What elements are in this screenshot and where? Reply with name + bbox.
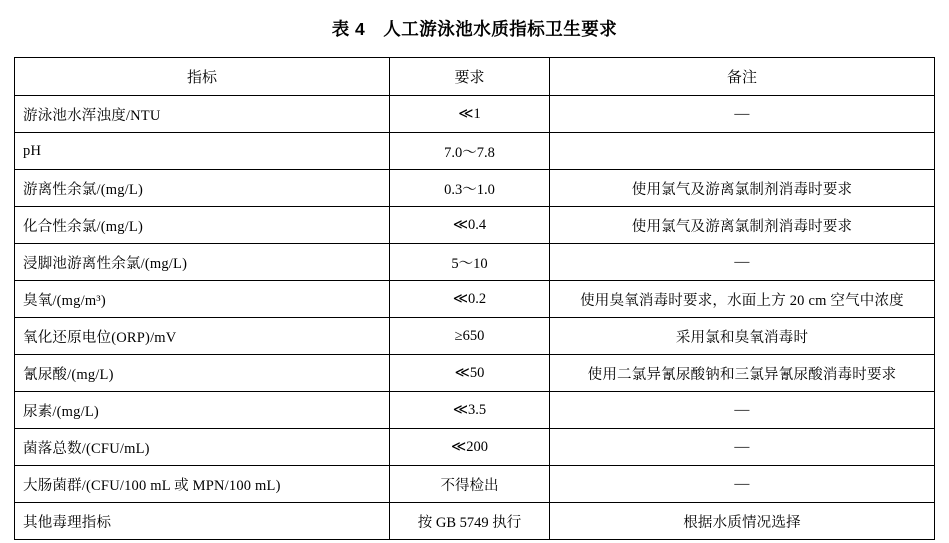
cell-requirement: ≪50 [390, 355, 550, 392]
table-row [15, 207, 935, 244]
cell-requirement: 不得检出 [390, 466, 550, 503]
cell-requirement: ≪200 [390, 429, 550, 466]
table-row [15, 503, 935, 540]
table-row [15, 170, 935, 207]
table-row [15, 392, 935, 429]
table-row [15, 133, 935, 170]
table-row [15, 318, 935, 355]
cell-remark: — [550, 392, 935, 429]
cell-indicator: 臭氧/(mg/m³) [15, 281, 390, 318]
column-header-remark: 备注 [550, 58, 935, 96]
cell-indicator: 氰尿酸/(mg/L) [15, 355, 390, 392]
cell-remark: 使用氯气及游离氯制剂消毒时要求 [550, 207, 935, 244]
cell-requirement: ≪0.2 [390, 281, 550, 318]
cell-indicator: 游离性余氯/(mg/L) [15, 170, 390, 207]
cell-remark: — [550, 244, 935, 281]
cell-indicator: 尿素/(mg/L) [15, 392, 390, 429]
cell-remark: — [550, 96, 935, 133]
cell-remark: 采用氯和臭氧消毒时 [550, 318, 935, 355]
cell-remark [550, 133, 935, 170]
cell-requirement: 0.3～1.0 [390, 170, 550, 207]
cell-requirement: ≥650 [390, 318, 550, 355]
cell-requirement: 按 GB 5749 执行 [390, 503, 550, 540]
table-title-text: 人工游泳池水质指标卫生要求 [383, 19, 618, 39]
cell-remark: 使用二氯异氰尿酸钠和三氯异氰尿酸消毒时要求 [550, 355, 935, 392]
table-title [0, 0, 949, 57]
cell-remark: 使用臭氧消毒时要求，水面上方 20 cm 空气中浓度 [550, 281, 935, 318]
cell-remark: — [550, 466, 935, 503]
cell-indicator: 菌落总数/(CFU/mL) [15, 429, 390, 466]
cell-indicator: 游泳池水浑浊度/NTU [15, 96, 390, 133]
cell-remark: 使用氯气及游离氯制剂消毒时要求 [550, 170, 935, 207]
table-title-label: 表 4 [331, 19, 366, 39]
table-row [15, 466, 935, 503]
cell-indicator: 氧化还原电位(ORP)/mV [15, 318, 390, 355]
table-row [15, 96, 935, 133]
cell-indicator: 化合性余氯/(mg/L) [15, 207, 390, 244]
column-header-requirement: 要求 [390, 58, 550, 96]
cell-indicator: pH [15, 133, 390, 170]
cell-indicator: 大肠菌群/(CFU/100 mL 或 MPN/100 mL) [15, 466, 390, 503]
table-header-row [15, 58, 935, 96]
cell-requirement: 7.0～7.8 [390, 133, 550, 170]
table-row [15, 429, 935, 466]
cell-requirement: ≪1 [390, 96, 550, 133]
cell-requirement: 5～10 [390, 244, 550, 281]
table-row [15, 355, 935, 392]
table-row [15, 281, 935, 318]
cell-requirement: ≪3.5 [390, 392, 550, 429]
cell-requirement: ≪0.4 [390, 207, 550, 244]
cell-remark: 根据水质情况选择 [550, 503, 935, 540]
column-header-indicator: 指标 [15, 58, 390, 96]
table-row [15, 244, 935, 281]
cell-indicator: 其他毒理指标 [15, 503, 390, 540]
cell-remark: — [550, 429, 935, 466]
cell-indicator: 浸脚池游离性余氯/(mg/L) [15, 244, 390, 281]
water-quality-table [14, 57, 935, 540]
